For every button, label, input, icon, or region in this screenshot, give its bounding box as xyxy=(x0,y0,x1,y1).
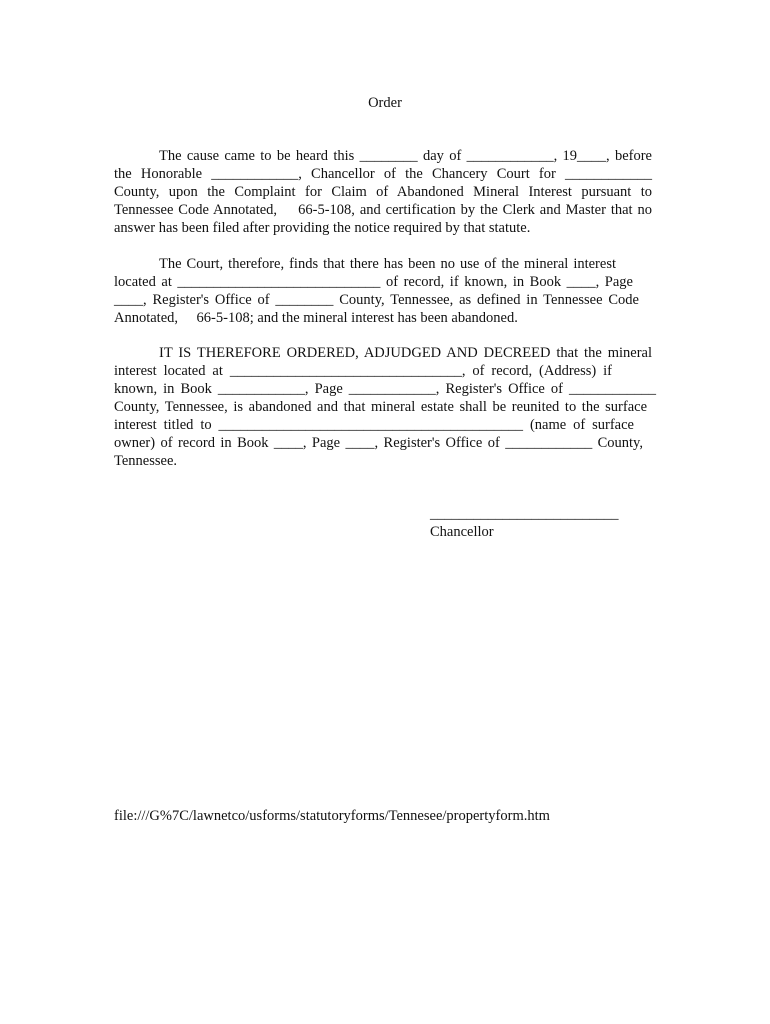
footer-file-path: file:///G%7C/lawnetco/usforms/statutoryforms/Tennesee/propertyform.htm xyxy=(114,808,550,824)
paragraph-hearing xyxy=(114,147,652,237)
paragraph-line: County, upon the Complaint for Claim of Abandoned Mineral Interest pursuant to xyxy=(114,184,652,200)
paragraph-line: interest titled to __________________________________________ (name of surface xyxy=(114,417,634,433)
paragraph-line: The Court, therefore, finds that there has been no use of the mineral interest xyxy=(159,256,616,272)
paragraph-line: IT IS THEREFORE ORDERED, ADJUDGED AND DECREED that the mineral xyxy=(159,345,652,361)
document-title: Order xyxy=(368,95,402,111)
paragraph-findings xyxy=(114,255,639,327)
signature-block xyxy=(430,505,619,541)
paragraph-line: Annotated,   66-5-108; and the mineral interest has been abandoned. xyxy=(114,310,518,326)
paragraph-line: County, Tennessee, is abandoned and that mineral estate shall be reunited to the surface xyxy=(114,399,647,415)
paragraph-line: the Honorable ____________, Chancellor of the Chancery Court for ____________ xyxy=(114,166,652,182)
paragraph-line: The cause came to be heard this ________ day of ____________, 19____, before xyxy=(159,148,652,164)
paragraph-line: owner) of record in Book ____, Page ____, Register's Office of ____________ County, xyxy=(114,435,643,451)
signature-line: __________________________ xyxy=(430,506,619,522)
paragraph-line: Tennessee Code Annotated,   66-5-108, and certification by the Clerk and Master that no xyxy=(114,202,652,218)
paragraph-decree xyxy=(114,344,656,470)
paragraph-line: interest located at ________________________________, of record, (Address) if xyxy=(114,363,612,379)
signature-label: Chancellor xyxy=(430,524,494,540)
paragraph-line: known, in Book ____________, Page ____________, Register's Office of ____________ xyxy=(114,381,656,397)
paragraph-line: ____, Register's Office of ________ County, Tennessee, as defined in Tennessee Code xyxy=(114,292,639,308)
paragraph-line: Tennessee. xyxy=(114,453,177,469)
paragraph-line: located at ____________________________ of record, if known, in Book ____, Page xyxy=(114,274,633,290)
paragraph-line: answer has been filed after providing the notice required by that statute. xyxy=(114,220,531,236)
